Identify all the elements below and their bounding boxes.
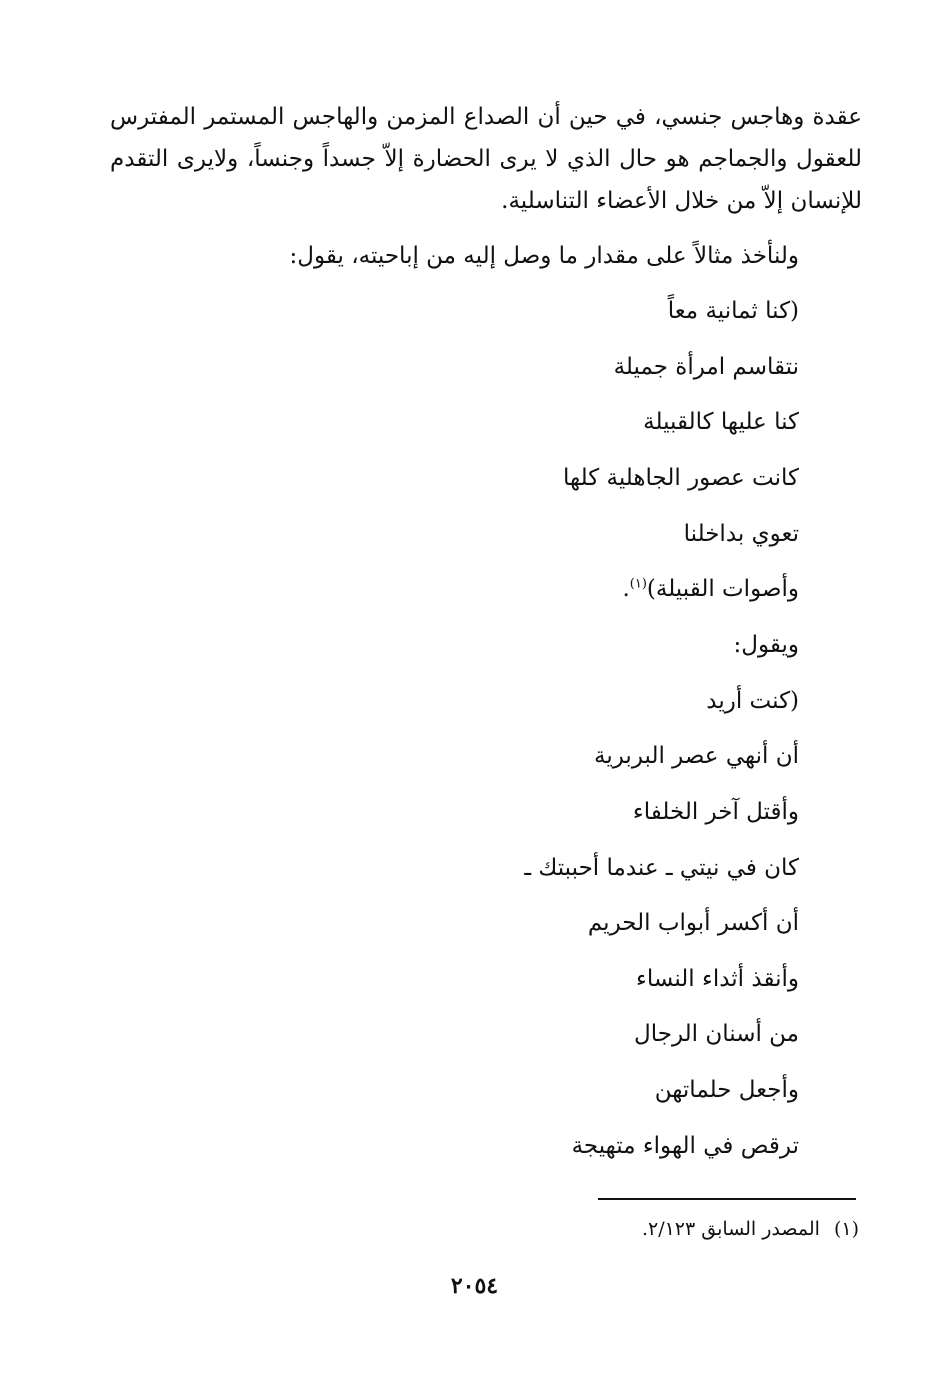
poem2-line-3: وأقتل آخر الخلفاء bbox=[632, 799, 799, 825]
poem2-line-7: من أسنان الرجال bbox=[634, 1021, 799, 1047]
body-paragraph: عقدة وهاجس جنسي، في حين أن الصداع المزمن والهاجس المستمر المفترس للعقول والجماجم هو حال الذي لا يرى الحضارة إلاّ جسداً وجنساً، ولايرى التقدم للإنسان إلاّ من خلال الأعضاء التناسلية. bbox=[110, 104, 862, 214]
page-number: ٢٠٥٤ bbox=[450, 1273, 499, 1299]
footnote-text: المصدر السابق ٢/١٢٣. bbox=[641, 1218, 820, 1240]
poem2-line-5: أن أكسر أبواب الحريم bbox=[587, 910, 799, 936]
poem1-line-6 bbox=[622, 573, 799, 605]
poem1-end-mark: . bbox=[622, 576, 630, 602]
footnote bbox=[642, 1214, 859, 1244]
poem1-line-1: (كنا ثمانية معاً bbox=[667, 298, 799, 324]
poem2-line-9: ترقص في الهواء متهيجة bbox=[571, 1133, 799, 1159]
poem1-line-4: كانت عصور الجاهلية كلها bbox=[563, 465, 799, 491]
footnote-divider bbox=[598, 1198, 856, 1200]
poem2-line-1: (كنت أريد bbox=[706, 688, 799, 714]
intro-line: ولنأخذ مثالاً على مقدار ما وصل إليه من إباحيته، يقول: bbox=[289, 243, 799, 269]
poem2-line-4: كان في نيتي ـ عندما أحببتك ـ bbox=[524, 855, 799, 881]
footnote-reference: (١) bbox=[629, 576, 647, 592]
intro2-line: ويقول: bbox=[733, 632, 799, 658]
poem1-last-text: وأصوات القبيلة) bbox=[646, 576, 799, 602]
poem2-line-2: أن أنهي عصر البربرية bbox=[594, 743, 799, 769]
poem1-line-5: تعوي بداخلنا bbox=[683, 521, 799, 547]
footnote-number: (١) bbox=[833, 1218, 859, 1240]
poem2-line-8: وأجعل حلماتهن bbox=[654, 1077, 799, 1103]
poem2-line-6: وأنقذ أثداء النساء bbox=[636, 966, 799, 992]
poem1-line-3: كنا عليها كالقبيلة bbox=[643, 409, 799, 435]
poem1-line-2: نتقاسم امرأة جميلة bbox=[613, 354, 799, 380]
